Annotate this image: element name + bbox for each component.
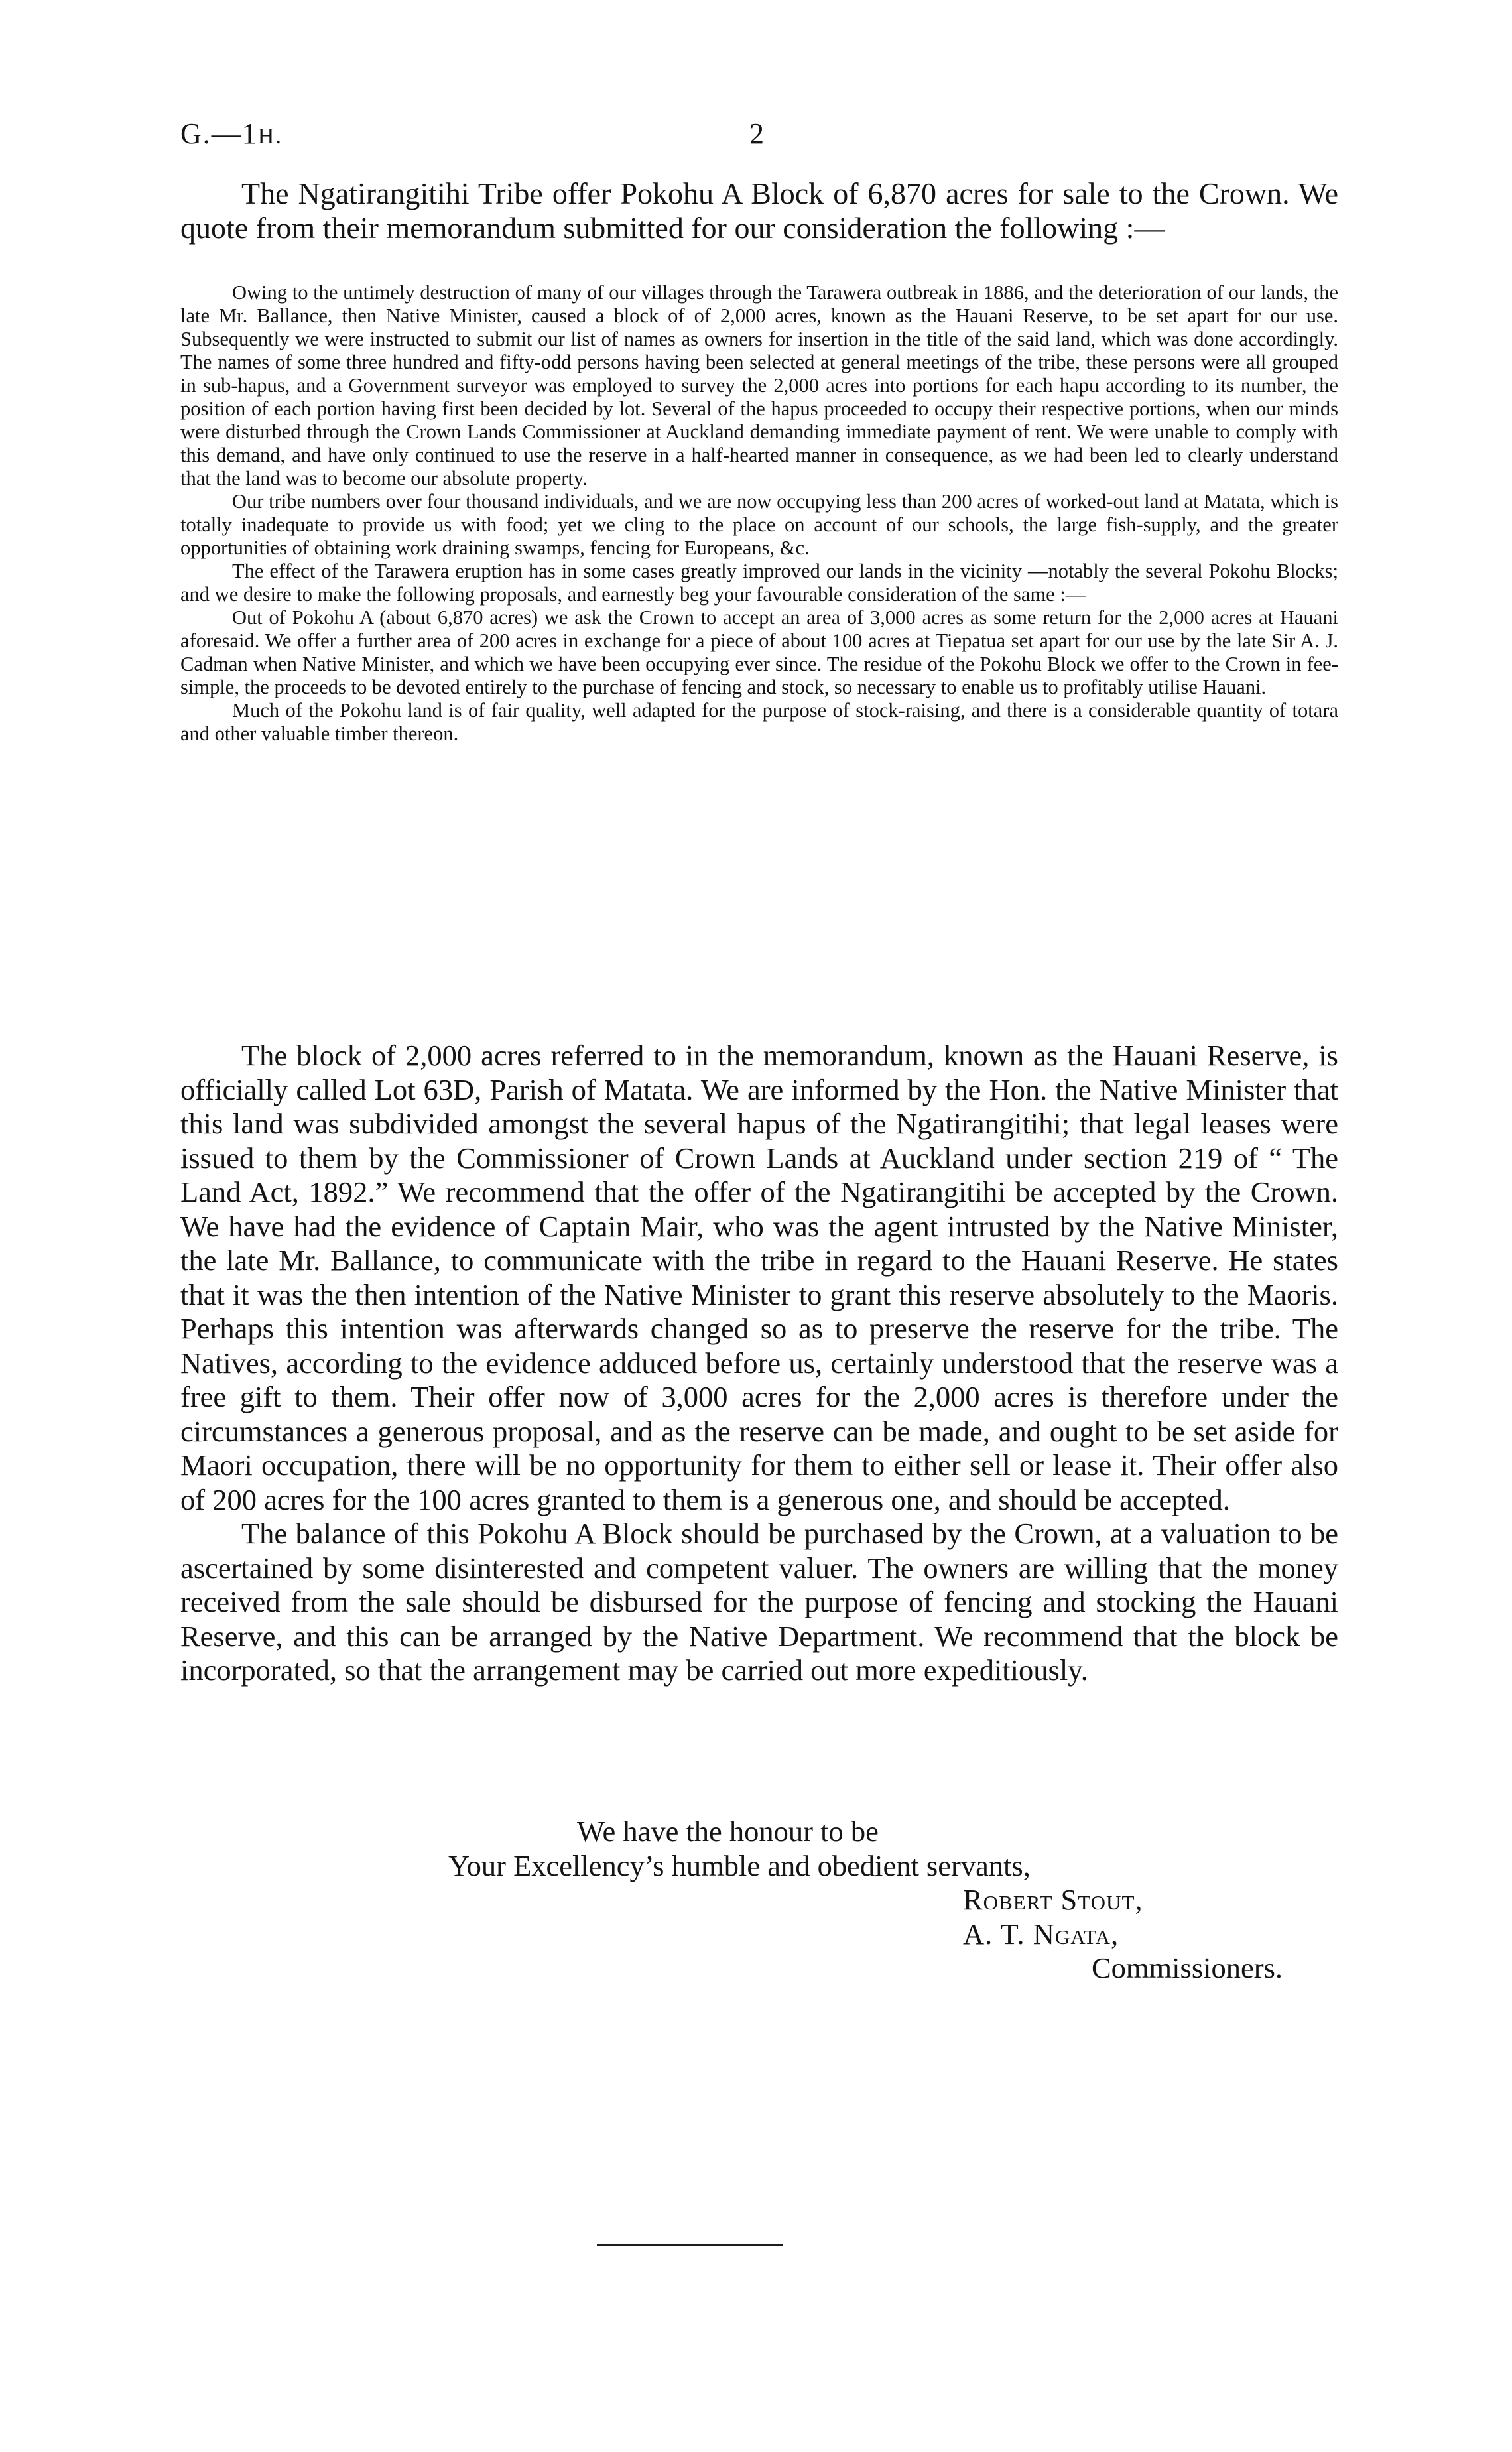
body-paragraph-1: The block of 2,000 acres referred to in the memorandum, known as the Hauani Reserve, is officially called Lot 63D, Parish of Matata. We are informed by the Hon. the Native Minister that this land was subdivided amongst the several hapus of the Ngatirangitihi; that legal leases were issued to them by the Commissioner of Crown Lands at Auckland under section 219 of “ The Land Act, 1892.” We recommend that the offer of the Ngatirangitihi be accepted by the Crown. We have had the evidence of Captain Mair, who was the agent intrusted by the Native Minister, the late Mr. Ballance, to communicate with the tribe in regard to the Hauani Reserve. He states that it was the then intention of the Native Minister to grant this reserve absolutely to the Maoris. Perhaps this intention was afterwards changed so as to preserve the reserve for the tribe. The Natives, according to the evidence adduced before us, certainly understood that the reserve was a free gift to them. Their offer now of 3,000 acres for the 2,000 acres is therefore under the circumstances a generous proposal, and as the reserve can be made, and ought to be set aside for Maori occupation, there will be no opportunity for them to either sell or lease it. Their offer also of 200 acres for the 100 acres granted to them is a generous one, and should be accepted. (180, 1039, 1338, 1516)
reference-prefix: G.—1 (180, 117, 258, 150)
document-reference (180, 117, 283, 151)
closing-divider (597, 2244, 783, 2246)
reference-suffix: H. (257, 124, 283, 149)
honour-line: We have the honour to be (577, 1815, 879, 1848)
page-number: 2 (749, 117, 764, 150)
intro-paragraph: The Ngatirangitihi Tribe offer Pokohu A Block of 6,870 acres for sale to the Crown. We quote from their memorandum submitted for our consideration the following :— (180, 176, 1338, 245)
signatory-stout: Robert Stout, (963, 1883, 1143, 1916)
servants-line: Your Excellency’s humble and obedient servants, (448, 1848, 1031, 1882)
signatory-ngata: A. T. Ngata, (963, 1917, 1119, 1951)
memo-paragraph-2: Our tribe numbers over four thousand individuals, and we are now occupying less than 200 acres of worked-out land at Matata, which is totally inadequate to provide us with food; yet we cling to the place on account of our schools, the large fish-supply, and the greater opportunities of obtaining work draining swamps, fencing for Europeans, &c. (180, 490, 1338, 559)
memo-paragraph-5: Much of the Pokohu land is of fair quality, well adapted for the purpose of stock-raising, and there is a considerable quantity of totara and other valuable timber thereon. (180, 699, 1338, 745)
closing-block (180, 1815, 1338, 1986)
memo-paragraph-3: The effect of the Tarawera eruption has in some cases greatly improved our lands in the vicinity —notably the several Pokohu Blocks; and we desire to make the following proposals, and earnestly beg your favourable consideration of the same :— (180, 560, 1338, 606)
memo-paragraph-4: Out of Pokohu A (about 6,870 acres) we ask the Crown to accept an area of 3,000 acres as some return for the 2,000 acres at Hauani aforesaid. We offer a further area of 200 acres in exchange for a piece of about 100 acres at Tiepatua set apart for our use by the late Sir A. J. Cadman when Native Minister, and which we have been occupying ever since. The residue of the Pokohu Block we offer to the Crown in fee-simple, the proceeds to be devoted entirely to the purchase of fencing and stock, so necessary to enable us to profitably utilise Hauani. (180, 606, 1338, 698)
signatory-role: Commissioners. (1092, 1951, 1283, 1984)
body-paragraph-2: The balance of this Pokohu A Block should be purchased by the Crown, at a valuation to be ascertained by some disinterested and competent valuer. The owners are willing that the money received from the sale should be disbursed for the purpose of fencing and stocking the Hauani Reserve, and this can be arranged by the Native Department. We recommend that the block be incorporated, so that the arrangement may be carried out more expeditiously. (180, 1517, 1338, 1687)
memorandum-quote (180, 281, 1338, 745)
memo-paragraph-1: Owing to the untimely destruction of many of our villages through the Tarawera outbreak in 1886, and the deterioration of our lands, the late Mr. Ballance, then Native Minister, caused a block of of 2,000 acres, known as the Hauani Reserve, to be set apart for our use. Subsequently we were instructed to submit our list of names as owners for insertion in the title of the said land, which was done accordingly. The names of some three hundred and fifty-odd persons having been selected at general meetings of the tribe, these persons were all grouped in sub-hapus, and a Government surveyor was employed to survey the 2,000 acres into portions for each hapu according to its number, the position of each portion having first been decided by lot. Several of the hapus proceeded to occupy their respective portions, when our minds were disturbed through the Crown Lands Commissioner at Auckland demanding immediate payment of rent. We were unable to comply with this demand, and have only continued to use the reserve in a half-hearted manner in consequence, as we had been led to clearly understand that the land was to become our absolute property. (180, 281, 1338, 489)
report-body (180, 1039, 1338, 1688)
